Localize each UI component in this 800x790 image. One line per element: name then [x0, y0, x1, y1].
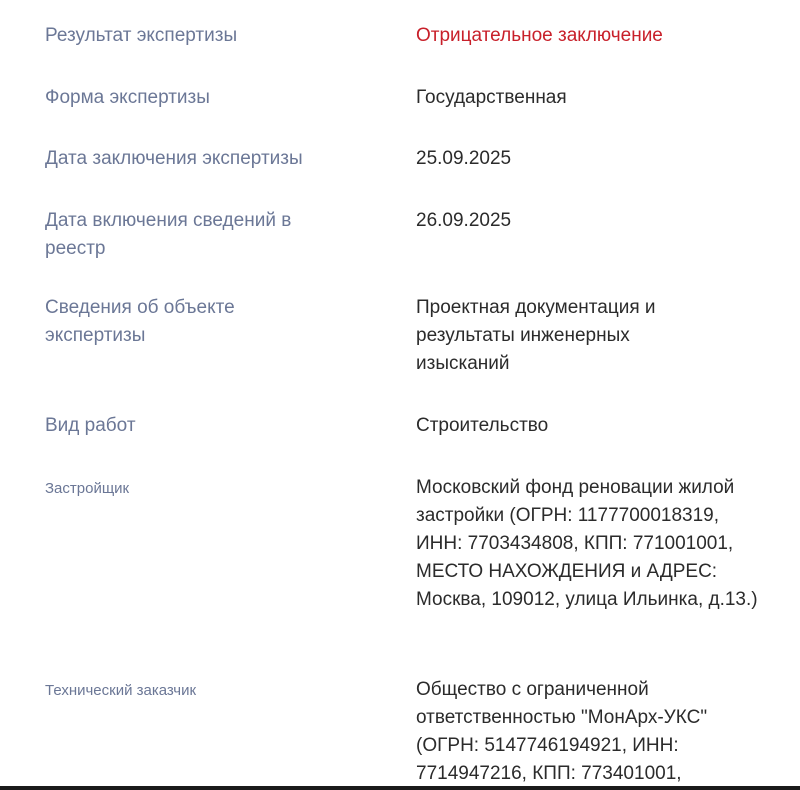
field-label: Сведения об объекте экспертизы — [45, 297, 235, 346]
field-value: Проектная документация и результаты инженерных изысканий — [416, 297, 656, 374]
status-value-negative: Отрицательное заключение — [416, 25, 663, 46]
field-value: Общество с ограниченной ответственностью "МонАрх-УКС" (ОГРН: 5147746194921, ИНН: 7714947216, КПП: 773401001, — [416, 679, 708, 784]
field-value: Строительство — [416, 415, 549, 436]
field-label: Дата включения сведений в реестр — [45, 210, 292, 259]
field-label: Форма экспертизы — [45, 87, 210, 108]
field-value: 25.09.2025 — [416, 148, 512, 169]
bottom-divider — [0, 786, 800, 790]
field-label: Результат экспертизы — [45, 25, 238, 46]
field-value: 26.09.2025 — [416, 210, 512, 231]
field-label: Вид работ — [45, 415, 136, 436]
field-value: Московский фонд реновации жилой застройки (ОГРН: 1177700018319, ИНН: 7703434808, КПП: 771001001, МЕСТО НАХОЖДЕНИЯ и АДРЕС: Москва, 109012, улица Ильинка, д.13.) — [416, 477, 758, 610]
field-label: Застройщик — [45, 480, 130, 497]
field-value: Государственная — [416, 87, 567, 108]
field-label: Дата заключения экспертизы — [45, 148, 303, 169]
field-label: Технический заказчик — [45, 682, 197, 699]
